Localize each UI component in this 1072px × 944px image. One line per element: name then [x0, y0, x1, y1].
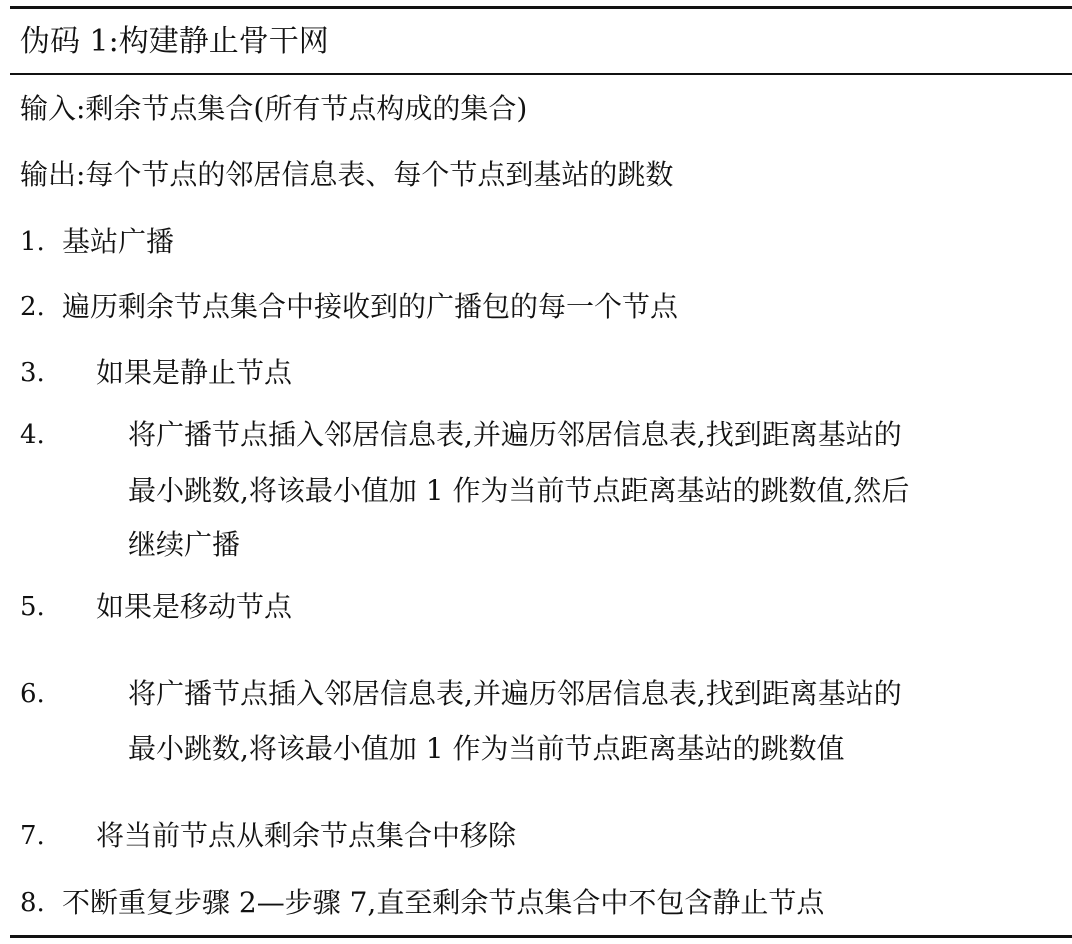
step-5-number: 5. [20, 592, 45, 622]
step-2-number: 2. [20, 292, 45, 322]
bottom-rule [10, 935, 1072, 938]
step-8-text: 不断重复步骤 2—步骤 7,直至剩余节点集合中不包含静止节点 [62, 886, 825, 919]
step-4-text-line-2: 最小跳数,将该最小值加 1 作为当前节点距离基站的跳数值,然后 [128, 474, 910, 507]
step-5-text: 如果是移动节点 [96, 590, 293, 623]
step-3-text: 如果是静止节点 [96, 356, 293, 389]
algorithm-title: 伪码 1:构建静止骨干网 [20, 24, 329, 59]
step-1-number: 1. [20, 227, 45, 257]
input-line: 输入:剩余节点集合(所有节点构成的集合) [20, 92, 528, 125]
step-4-number: 4. [20, 420, 45, 450]
step-6-text-line-1: 将广播节点插入邻居信息表,并遍历邻居信息表,找到距离基站的 [128, 677, 902, 710]
step-7-text: 将当前节点从剩余节点集合中移除 [96, 819, 517, 852]
step-3-number: 3. [20, 358, 45, 388]
step-2-text: 遍历剩余节点集合中接收到的广播包的每一个节点 [62, 290, 679, 323]
step-1-text: 基站广播 [62, 225, 175, 258]
step-6-number: 6. [20, 679, 45, 709]
step-4-text-line-3: 继续广播 [128, 528, 241, 561]
output-line: 输出:每个节点的邻居信息表、每个节点到基站的跳数 [20, 158, 674, 191]
step-7-number: 7. [20, 821, 45, 851]
header-rule [10, 73, 1072, 75]
step-6-text-line-2: 最小跳数,将该最小值加 1 作为当前节点距离基站的跳数值 [128, 732, 845, 765]
step-8-number: 8. [20, 888, 45, 918]
step-4-text-line-1: 将广播节点插入邻居信息表,并遍历邻居信息表,找到距离基站的 [128, 418, 902, 451]
top-rule [10, 6, 1072, 9]
